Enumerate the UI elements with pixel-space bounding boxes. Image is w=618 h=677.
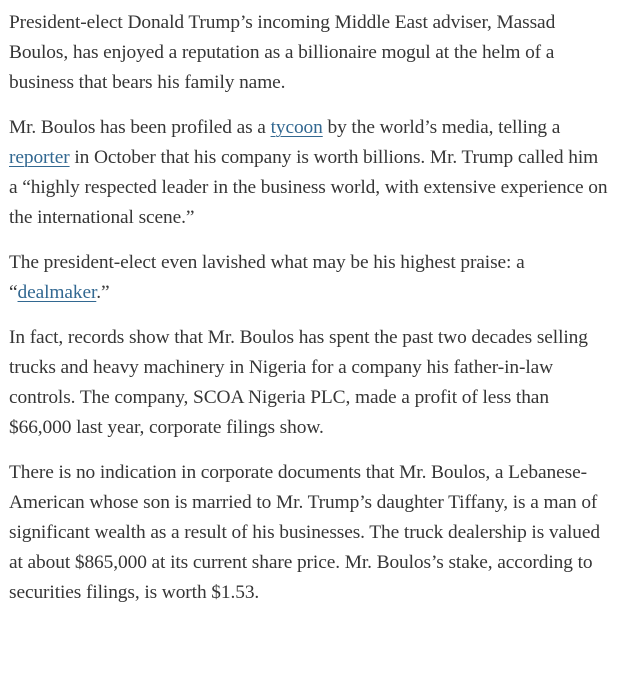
paragraph-2-text-1: Mr. Boulos has been profiled as a: [9, 117, 271, 138]
paragraph-3: [9, 248, 609, 308]
paragraph-4: In fact, records show that Mr. Boulos has spent the past two decades selling trucks and heavy machinery in Nigeria for a company his father-in-law controls. The company, SCOA Nigeria PLC, made a profit of less than $66,000 last year, corporate filings show.: [9, 327, 588, 438]
paragraph-3-text-2: .”: [96, 282, 110, 303]
paragraph-2: [9, 113, 609, 233]
paragraph-3-text-1: The president-elect even lavished what may be his highest praise: a “: [9, 252, 525, 303]
paragraph-2-text-2: by the world’s media, telling a: [322, 117, 561, 138]
dealmaker-link[interactable]: dealmaker: [17, 282, 97, 303]
tycoon-link[interactable]: tycoon: [270, 117, 323, 138]
reporter-link[interactable]: reporter: [9, 147, 70, 168]
paragraph-1: President-elect Donald Trump’s incoming Middle East adviser, Massad Boulos, has enjoyed a reputation as a billionaire mogul at the helm of a business that bears his family name.: [9, 12, 556, 93]
paragraph-2-text-3: in October that his company is worth billions. Mr. Trump called him a “highly respected leader in the business world, with extensive experience on the international scene.”: [9, 147, 608, 228]
paragraph-5: There is no indication in corporate documents that Mr. Boulos, a Lebanese-American whose son is married to Mr. Trump’s daughter Tiffany, is a man of significant wealth as a result of his businesses. The truck dealership is valued at about $865,000 at its current share price. Mr. Boulos’s stake, according to securities filings, is worth $1.53.: [9, 462, 600, 603]
